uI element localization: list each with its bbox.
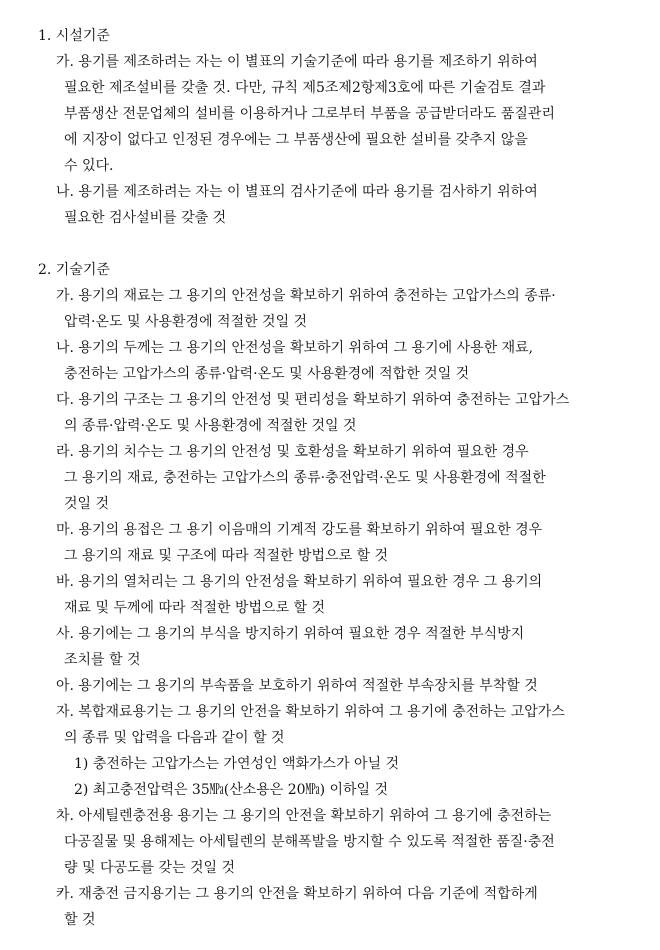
item-line: 필요한 검사설비를 갖출 것 — [64, 210, 227, 226]
section-heading: 2. 기술기준 — [38, 262, 110, 278]
item-line: 나. 용기를 제조하려는 자는 이 별표의 검사기준에 따라 용기를 검사하기 위하여 — [56, 184, 538, 200]
item-line: 압력·온도 및 사용환경에 적절한 것일 것 — [64, 314, 308, 330]
item-line: 그 용기의 재료 및 구조에 따라 적절한 방법으로 할 것 — [64, 548, 389, 564]
item-line: 다. 용기의 구조는 그 용기의 안전성 및 편리성을 확보하기 위하여 충전하는 고압가스 — [56, 392, 570, 408]
item-line: 카. 재충전 금지용기는 그 용기의 안전을 확보하기 위하여 다음 기준에 적합하게 — [56, 886, 538, 902]
subitem-line: 1) 충전하는 고압가스는 가연성인 액화가스가 아닐 것 — [74, 756, 400, 772]
item-line: 가. 용기를 제조하려는 자는 이 별표의 기술기준에 따라 용기를 제조하기 위하여 — [56, 54, 538, 70]
item-line: 의 종류·압력·온도 및 사용환경에 적절한 것일 것 — [64, 418, 357, 434]
item-line: 나. 용기의 두께는 그 용기의 안전성을 확보하기 위하여 그 용기에 사용한 재료, — [56, 340, 534, 356]
item-line: 자. 복합재료용기는 그 용기의 안전을 확보하기 위하여 그 용기에 충전하는 고압가스 — [56, 704, 565, 720]
item-line: 수 있다. — [64, 158, 114, 174]
subitem-line: 2) 최고충전압력은 35㎫(산소용은 20㎫) 이하일 것 — [74, 782, 389, 798]
item-line: 충전하는 고압가스의 종류·압력·온도 및 사용환경에 적합한 것일 것 — [64, 366, 470, 382]
item-line: 량 및 다공도를 갖는 것일 것 — [64, 860, 236, 876]
item-line: 다공질물 및 용해제는 아세틸렌의 분해폭발을 방지할 수 있도록 적절한 품질·충전 — [64, 834, 555, 850]
item-line: 가. 용기의 재료는 그 용기의 안전성을 확보하기 위하여 충전하는 고압가스의 종류· — [56, 288, 556, 304]
item-line: 라. 용기의 치수는 그 용기의 안전성 및 호환성을 확보하기 위하여 필요한 경우 — [56, 444, 529, 460]
item-line: 에 지장이 없다고 인정된 경우에는 그 부품생산에 필요한 설비를 갖추지 않을 — [64, 132, 528, 148]
item-line: 필요한 제조설비를 갖출 것. 다만, 규칙 제5조제2항제3호에 따른 기술검토 결과 — [64, 80, 546, 96]
item-line: 조치를 할 것 — [64, 652, 141, 668]
item-line: 사. 용기에는 그 용기의 부식을 방지하기 위하여 필요한 경우 적절한 부식방지 — [56, 626, 525, 642]
section-heading: 1. 시설기준 — [38, 28, 110, 44]
item-line: 것일 것 — [64, 496, 110, 512]
item-line: 마. 용기의 용접은 그 용기 이음매의 기계적 강도를 확보하기 위하여 필요한 경우 — [56, 522, 543, 538]
item-line: 그 용기의 재료, 충전하는 고압가스의 종류·충전압력·온도 및 사용환경에 적절한 — [64, 470, 546, 486]
item-line: 바. 용기의 열처리는 그 용기의 안전성을 확보하기 위하여 필요한 경우 그 용기의 — [56, 574, 543, 590]
item-line: 아. 용기에는 그 용기의 부속품을 보호하기 위하여 적절한 부속장치를 부착할 것 — [56, 678, 538, 694]
item-line: 의 종류 및 압력을 다음과 같이 할 것 — [64, 730, 285, 746]
item-line: 재료 및 두께에 따라 적절한 방법으로 할 것 — [64, 600, 326, 616]
item-line: 부품생산 전문업체의 설비를 이용하거나 그로부터 부품을 공급받더라도 품질관리 — [64, 106, 555, 122]
item-line: 할 것 — [64, 912, 96, 928]
item-line: 차. 아세틸렌충전용 용기는 그 용기의 안전을 확보하기 위하여 그 용기에 충전하는 — [56, 808, 552, 824]
